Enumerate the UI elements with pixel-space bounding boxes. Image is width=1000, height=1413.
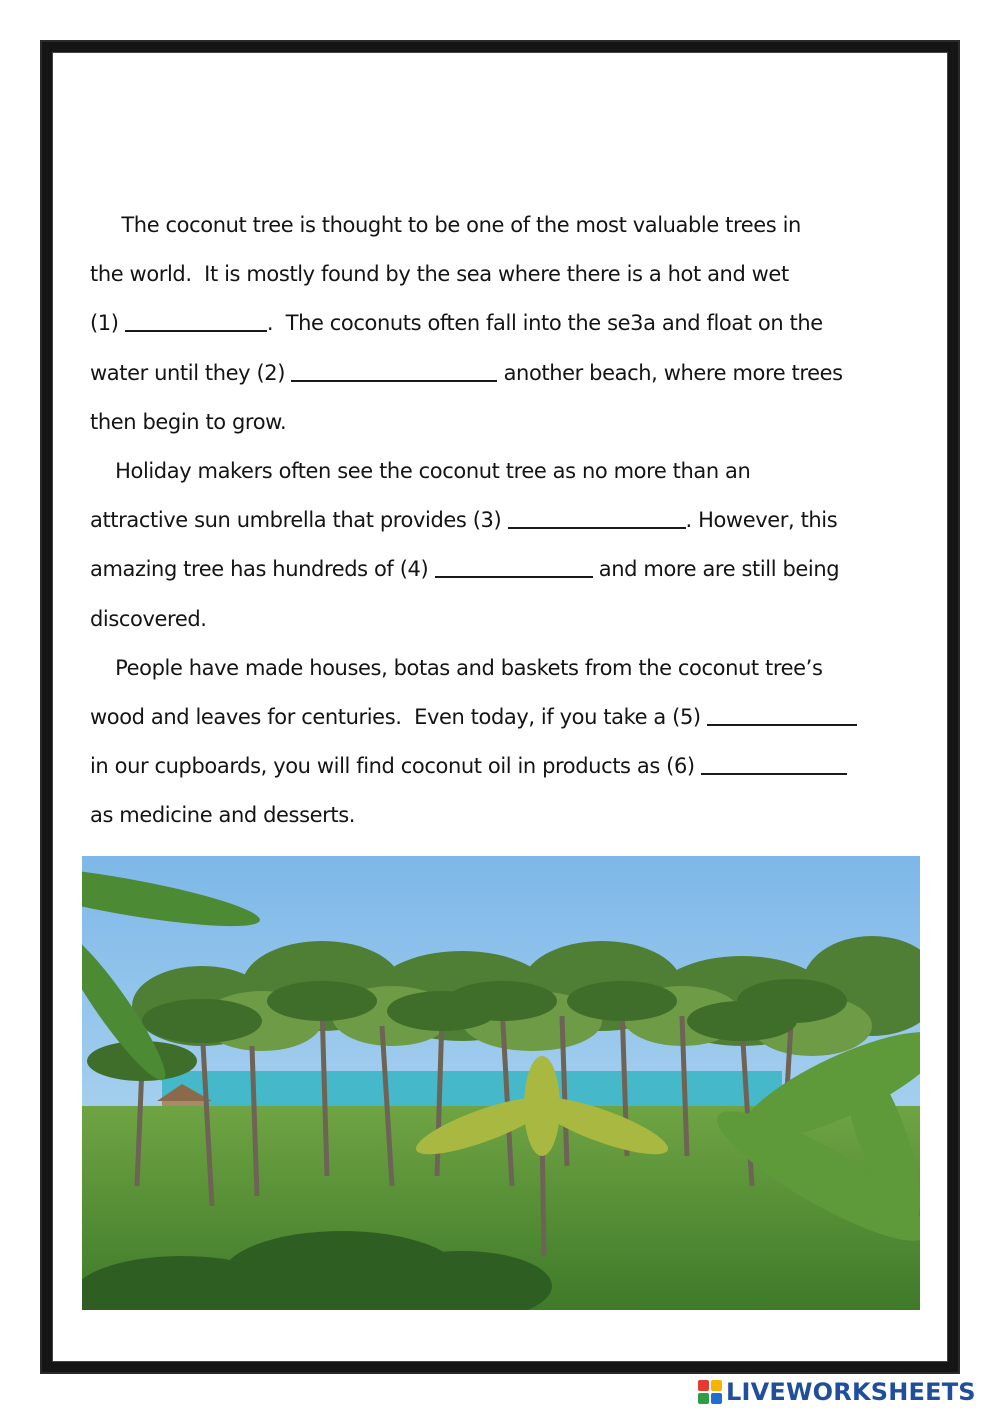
passage-line bbox=[90, 349, 920, 398]
passage-text: . The coconuts often fall into the se3a and float on the bbox=[266, 311, 823, 336]
passage-line bbox=[90, 496, 920, 545]
passage-text: as medicine and desserts. bbox=[90, 803, 356, 828]
passage-text: the world. It is mostly found by the sea where there is a hot and wet bbox=[90, 262, 789, 287]
passage-line bbox=[90, 545, 920, 594]
reading-passage bbox=[90, 201, 920, 840]
answer-blank-2[interactable] bbox=[291, 358, 497, 382]
passage-text: water until they (2) bbox=[90, 360, 292, 385]
answer-blank-4[interactable] bbox=[435, 554, 593, 578]
passage-line bbox=[90, 644, 920, 693]
passage-text: in our cupboards, you will find coconut oil in products as (6) bbox=[90, 754, 701, 779]
passage-text: People have made houses, botas and baskets from the coconut tree’s bbox=[90, 655, 823, 680]
logo-mark-icon bbox=[698, 1380, 722, 1404]
answer-blank-6[interactable] bbox=[701, 751, 847, 775]
passage-line bbox=[90, 299, 920, 348]
answer-blank-1[interactable] bbox=[125, 308, 267, 332]
coconut-palm-grove-photo bbox=[82, 856, 920, 1310]
passage-text: amazing tree has hundreds of (4) bbox=[90, 557, 435, 582]
passage-text: then begin to grow. bbox=[90, 409, 287, 434]
passage-text: . However, this bbox=[685, 508, 838, 533]
passage-line bbox=[90, 693, 920, 742]
passage-line bbox=[90, 742, 920, 791]
passage-line bbox=[90, 201, 920, 250]
passage-text: attractive sun umbrella that provides (3) bbox=[90, 508, 508, 533]
passage-text: wood and leaves for centuries. Even today, if you take a (5) bbox=[90, 704, 707, 729]
passage-text: The coconut tree is thought to be one of the most valuable trees in bbox=[90, 213, 801, 237]
passage-line bbox=[90, 595, 920, 644]
passage-line bbox=[90, 398, 920, 447]
passage-text: discovered. bbox=[90, 606, 207, 631]
passage-line bbox=[90, 250, 920, 299]
passage-text: Holiday makers often see the coconut tree as no more than an bbox=[90, 458, 751, 483]
passage-text: another beach, where more trees bbox=[497, 360, 843, 385]
logo-text: LIVEWORKSHEETS bbox=[726, 1378, 976, 1406]
answer-blank-5[interactable] bbox=[707, 702, 857, 726]
passage-line bbox=[90, 791, 920, 840]
answer-blank-3[interactable] bbox=[508, 505, 686, 529]
passage-text: and more are still being bbox=[592, 557, 840, 582]
passage-text: (1) bbox=[90, 311, 125, 336]
passage-line bbox=[90, 447, 920, 496]
liveworksheets-logo bbox=[698, 1378, 976, 1406]
